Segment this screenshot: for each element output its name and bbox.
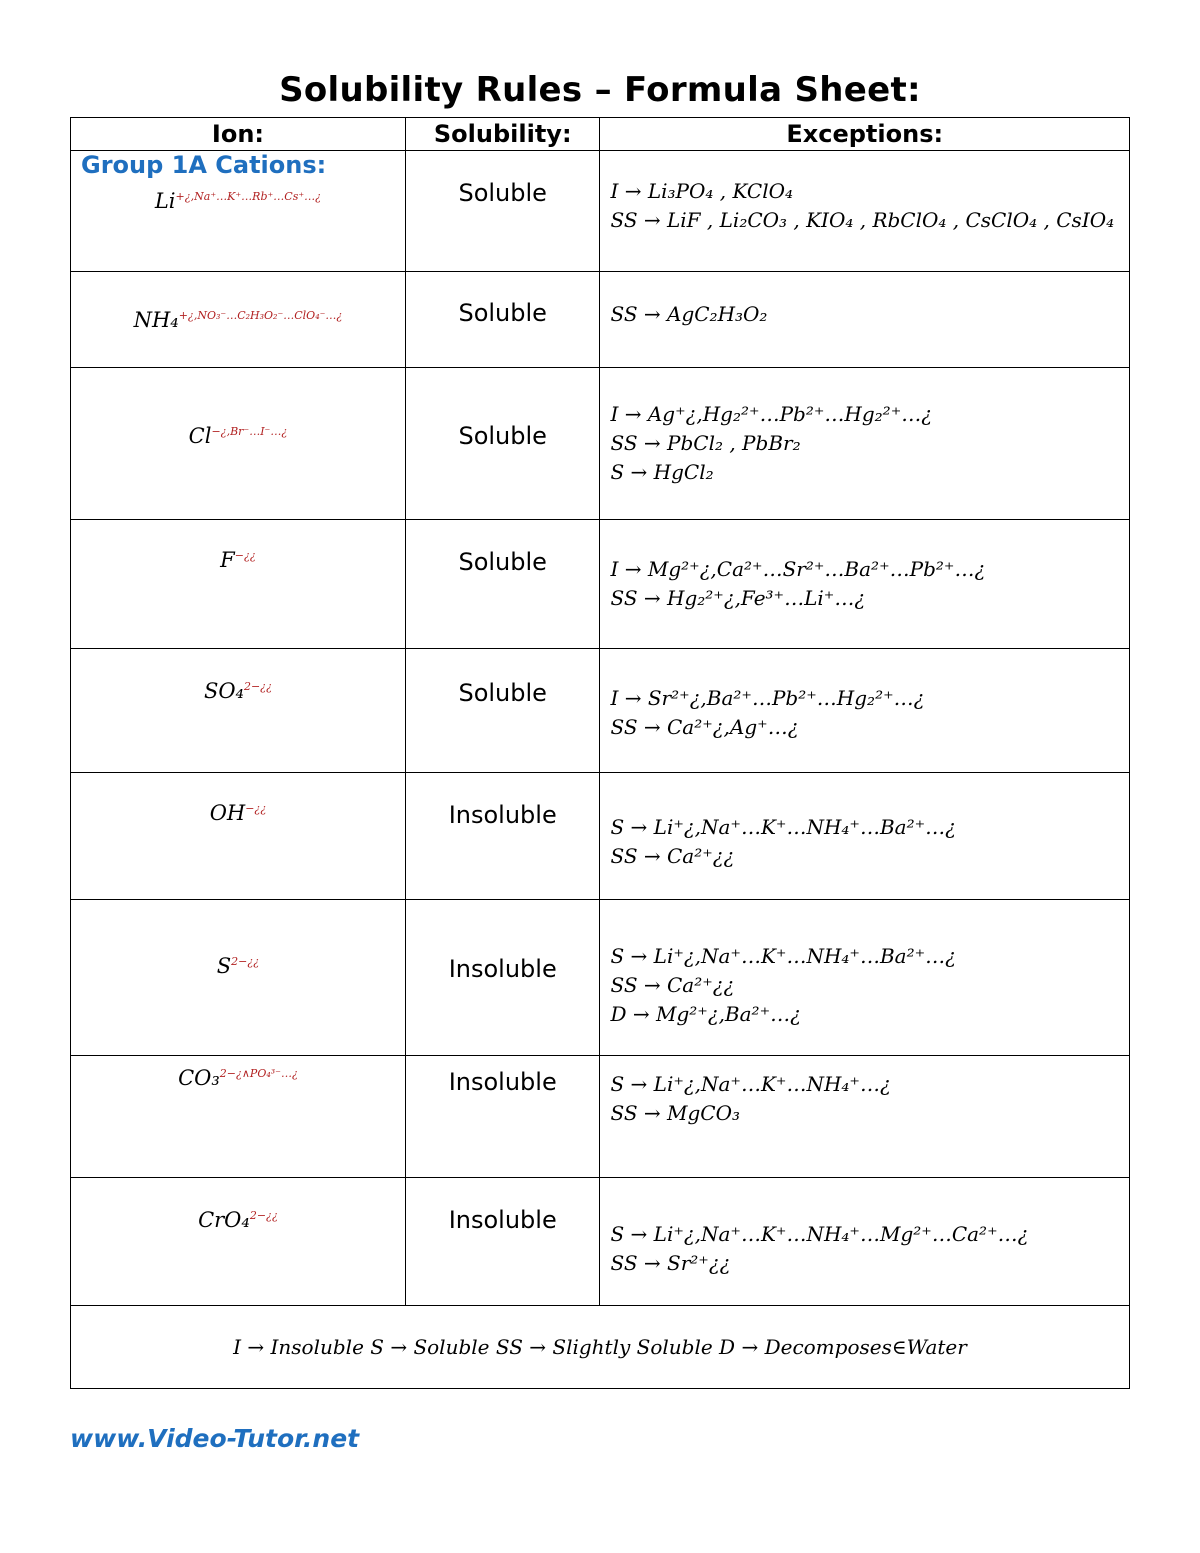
ion-symbol: OH bbox=[209, 801, 246, 825]
ion-cell bbox=[71, 368, 406, 520]
ion-formula bbox=[210, 801, 267, 825]
exceptions-cell bbox=[600, 649, 1130, 773]
solubility-cell bbox=[405, 520, 600, 649]
solubility-cell bbox=[405, 773, 600, 900]
ion-symbol: Cl bbox=[188, 424, 212, 448]
ion-cell bbox=[71, 151, 406, 272]
ion-symbol: CrO₄ bbox=[198, 1208, 250, 1232]
ion-charge: +¿,NO₃⁻…C₂H₃O₂⁻…ClO₄⁻…¿ bbox=[178, 309, 343, 322]
exception-line: SS → Ca²⁺¿¿ bbox=[610, 973, 735, 997]
table-row bbox=[71, 520, 1130, 649]
ion-cell bbox=[71, 900, 406, 1056]
ion-formula bbox=[155, 189, 321, 213]
ion-charge: 2−¿¿ bbox=[249, 1209, 278, 1222]
exception-line: SS → MgCO₃ bbox=[610, 1101, 741, 1125]
header-row bbox=[71, 118, 1130, 151]
ion-charge: +¿,Na⁺…K⁺…Rb⁺…Cs⁺…¿ bbox=[175, 190, 322, 203]
ion-formula bbox=[198, 1208, 278, 1232]
exception-line: I → Ag⁺¿,Hg₂²⁺…Pb²⁺…Hg₂²⁺…¿ bbox=[610, 402, 932, 426]
legend-row bbox=[71, 1306, 1130, 1389]
ion-symbol: F bbox=[220, 548, 235, 572]
table-row bbox=[71, 368, 1130, 520]
ion-charge: 2−¿∧PO₄³⁻…¿ bbox=[219, 1067, 298, 1080]
exceptions-cell bbox=[600, 1056, 1130, 1178]
exception-line: D → Mg²⁺¿,Ba²⁺…¿ bbox=[610, 1002, 801, 1026]
ion-charge: 2−¿¿ bbox=[231, 955, 260, 968]
ion-symbol: S bbox=[216, 954, 232, 978]
group-label: Group 1A Cations: bbox=[81, 151, 327, 179]
ion-cell bbox=[71, 520, 406, 649]
exception-line: S → Li⁺¿,Na⁺…K⁺…NH₄⁺…Ba²⁺…¿ bbox=[610, 944, 956, 968]
website-link[interactable]: www.Video-Tutor.net bbox=[70, 1424, 360, 1453]
ion-formula bbox=[204, 679, 272, 703]
solubility-value: Insoluble bbox=[448, 801, 557, 829]
table-body bbox=[71, 151, 1130, 1306]
solubility-value: Insoluble bbox=[448, 1206, 557, 1234]
table-row bbox=[71, 1178, 1130, 1306]
exception-line: SS → Hg₂²⁺¿,Fe³⁺…Li⁺…¿ bbox=[610, 586, 866, 610]
exceptions-cell bbox=[600, 151, 1130, 272]
solubility-value: Soluble bbox=[458, 422, 547, 450]
table-row bbox=[71, 773, 1130, 900]
header-ion: Ion: bbox=[71, 118, 406, 151]
exception-line: I → Sr²⁺¿,Ba²⁺…Pb²⁺…Hg₂²⁺…¿ bbox=[610, 686, 925, 710]
exceptions-cell bbox=[600, 773, 1130, 900]
ion-formula bbox=[178, 1066, 298, 1090]
page-title: Solubility Rules – Formula Sheet: bbox=[279, 70, 921, 110]
solubility-value: Insoluble bbox=[448, 955, 557, 983]
exception-line: SS → PbCl₂ , PbBr₂ bbox=[610, 431, 801, 455]
solubility-value: Soluble bbox=[458, 548, 547, 576]
ion-charge: −¿¿ bbox=[234, 549, 256, 562]
exceptions-cell bbox=[600, 272, 1130, 368]
solubility-cell bbox=[405, 900, 600, 1056]
table-row bbox=[71, 900, 1130, 1056]
ion-charge: 2−¿¿ bbox=[243, 680, 272, 693]
exception-line: SS → Ca²⁺¿,Ag⁺…¿ bbox=[610, 715, 799, 739]
table-row bbox=[71, 272, 1130, 368]
ion-cell bbox=[71, 1178, 406, 1306]
solubility-value: Insoluble bbox=[448, 1068, 557, 1096]
exception-line: SS → Sr²⁺¿¿ bbox=[610, 1251, 731, 1275]
ion-cell bbox=[71, 272, 406, 368]
exceptions-cell bbox=[600, 900, 1130, 1056]
exceptions-cell bbox=[600, 520, 1130, 649]
table-row bbox=[71, 1056, 1130, 1178]
ion-symbol: NH₄ bbox=[133, 308, 179, 332]
exception-line: S → HgCl₂ bbox=[610, 460, 714, 484]
solubility-value: Soluble bbox=[458, 299, 547, 327]
ion-charge: −¿,Br⁻…I⁻…¿ bbox=[211, 425, 288, 438]
table-row bbox=[71, 649, 1130, 773]
exception-line: I → Li₃PO₄ , KClO₄ bbox=[610, 179, 794, 203]
ion-symbol: Li bbox=[154, 189, 176, 213]
ion-formula bbox=[220, 548, 256, 572]
ion-symbol: CO₃ bbox=[178, 1066, 220, 1090]
solubility-value: Soluble bbox=[458, 679, 547, 707]
header-solubility: Solubility: bbox=[405, 118, 600, 151]
ion-formula bbox=[134, 308, 343, 332]
solubility-cell bbox=[405, 368, 600, 520]
solubility-cell bbox=[405, 1178, 600, 1306]
exception-line: S → Li⁺¿,Na⁺…K⁺…NH₄⁺…Mg²⁺…Ca²⁺…¿ bbox=[610, 1222, 1029, 1246]
header-exceptions: Exceptions: bbox=[600, 118, 1130, 151]
table-row bbox=[71, 151, 1130, 272]
ion-cell bbox=[71, 649, 406, 773]
ion-cell bbox=[71, 1056, 406, 1178]
solubility-table bbox=[70, 117, 1130, 1389]
solubility-cell bbox=[405, 649, 600, 773]
solubility-cell bbox=[405, 272, 600, 368]
exceptions-cell bbox=[600, 368, 1130, 520]
exception-line: SS → AgC₂H₃O₂ bbox=[610, 302, 768, 326]
ion-symbol: SO₄ bbox=[203, 679, 244, 703]
solubility-cell bbox=[405, 151, 600, 272]
ion-cell bbox=[71, 773, 406, 900]
ion-charge: −¿¿ bbox=[245, 802, 267, 815]
exception-line: I → Mg²⁺¿,Ca²⁺…Sr²⁺…Ba²⁺…Pb²⁺…¿ bbox=[610, 557, 986, 581]
exception-line: S → Li⁺¿,Na⁺…K⁺…NH₄⁺…Ba²⁺…¿ bbox=[610, 815, 956, 839]
ion-formula bbox=[189, 424, 288, 448]
exceptions-cell bbox=[600, 1178, 1130, 1306]
exception-line: SS → Ca²⁺¿¿ bbox=[610, 844, 735, 868]
exception-line: S → Li⁺¿,Na⁺…K⁺…NH₄⁺…¿ bbox=[610, 1072, 891, 1096]
legend: I → Insoluble S → Soluble SS → Slightly Soluble D → Decomposes∈Water bbox=[71, 1306, 1130, 1389]
solubility-value: Soluble bbox=[458, 179, 547, 207]
ion-formula bbox=[217, 954, 259, 978]
exception-line: SS → LiF , Li₂CO₃ , KIO₄ , RbClO₄ , CsClO₄ , CsIO₄ bbox=[610, 208, 1115, 232]
solubility-cell bbox=[405, 1056, 600, 1178]
